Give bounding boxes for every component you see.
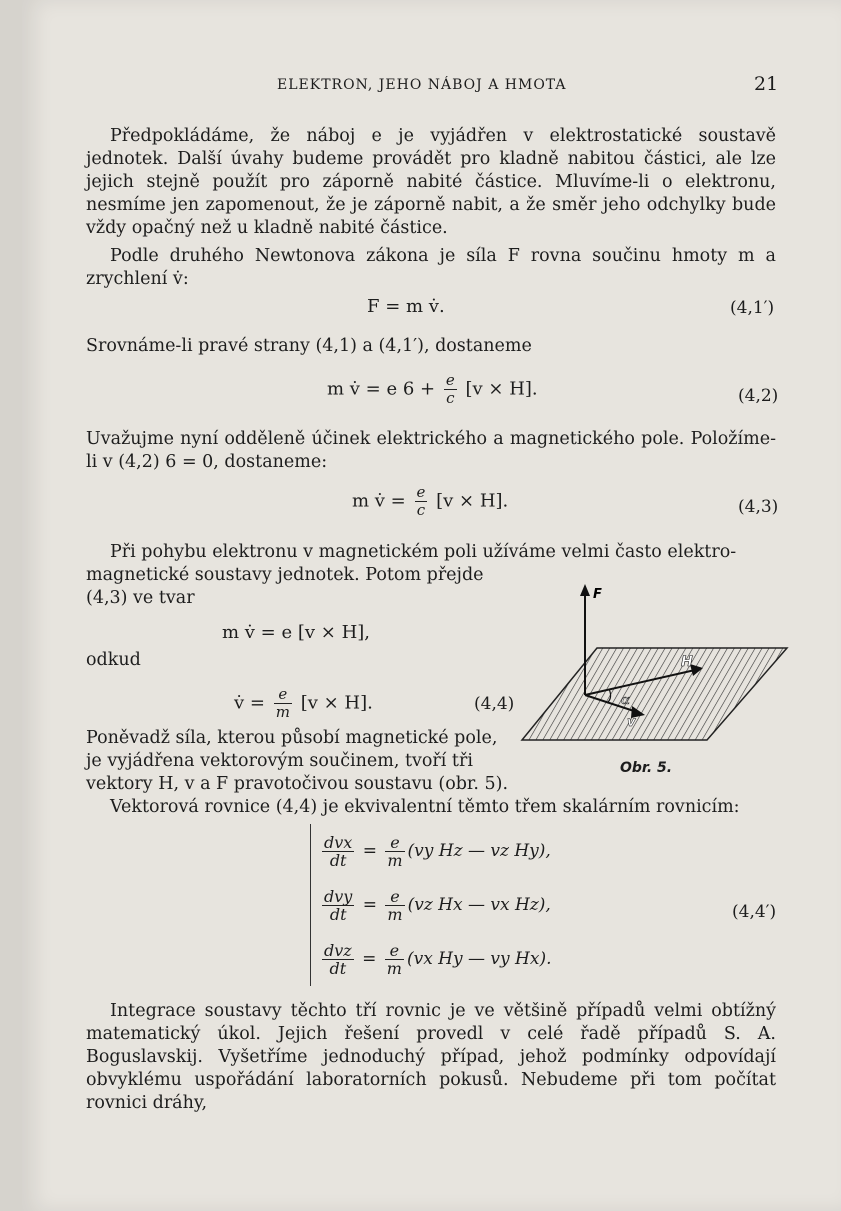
eq-lhs: m v̇ = e 6 + — [327, 378, 436, 400]
paragraph-6-line-2: je vyjádřena vektorovým součinem, tvoří tři — [86, 751, 473, 771]
label-f: F — [593, 587, 602, 602]
eq-rhs: [v × H]. — [300, 692, 373, 714]
derivative-fraction — [322, 888, 354, 923]
label-h: H — [681, 654, 693, 670]
figure-caption: Obr. 5. — [620, 760, 673, 776]
paragraph-2: Podle druhého Newtonova zákona je síla F rovna součinu hmoty m a zrychlení v̇: — [86, 246, 776, 289]
equation-4-2 — [327, 372, 538, 407]
paragraph-4: Uvažujme nyní odděleně účinek elektrického a magnetického pole. Položíme-li v (4,2) 6 = 0, dostaneme: — [86, 429, 776, 472]
plane-shape — [522, 648, 787, 740]
label-alpha: α — [621, 693, 630, 708]
paragraph-5-line-1: Při pohybu elektronu v magnetickém poli užíváme velmi často elektro- — [110, 542, 737, 562]
fraction-e-over-m — [385, 834, 404, 869]
paragraph-1: Předpokládáme, že náboj e je vyjádřen v elektrostatické soustavě jednotek. Další úvahy budeme provádět pro kladně nabitou částici, ale lze jejich stejně použít pro záporně nabité částice. Mluvíme-li o elektronu, nesmíme jen zapomenout, že je záporně nabit, a že směr jeho odchylky bude vždy opačný než u kladně nabité částice. — [86, 126, 776, 238]
derivative-denominator: dt — [329, 958, 347, 978]
derivative-numerator: dvz — [324, 940, 352, 960]
derivative-denominator: dt — [329, 850, 347, 870]
eq-rhs: (vx Hy — vy Hx). — [406, 949, 552, 969]
page-number: 21 — [754, 73, 779, 95]
eq-rhs: [v × H]. — [465, 378, 538, 400]
equation-row-x — [319, 824, 551, 878]
fraction-denominator: c — [416, 501, 426, 519]
derivative-numerator: dvx — [324, 832, 353, 852]
fraction-numerator: e — [385, 888, 404, 906]
equation-4-3 — [352, 484, 508, 519]
derivative-fraction — [322, 942, 354, 977]
label-v: v — [627, 715, 636, 730]
fraction-numerator: e — [385, 942, 404, 960]
paragraph-6-line-1: Poněvadž síla, kterou působí magnetické pole, — [86, 728, 498, 748]
fraction-e-over-m — [385, 942, 404, 977]
eq-lhs: m v̇ = — [352, 490, 406, 512]
eq-rhs: (vy Hz — vz Hy), — [407, 841, 551, 861]
fraction-denominator: m — [387, 904, 403, 924]
equation-4-3-emu: m v̇ = e [v × H], — [222, 622, 371, 643]
fraction-e-over-m — [385, 888, 404, 923]
fraction-numerator: e — [445, 371, 455, 389]
fraction-numerator: e — [416, 483, 426, 501]
fraction-numerator: e — [385, 834, 404, 852]
equation-row-y — [319, 878, 551, 932]
equation-number-4-1-prime: (4,1′) — [730, 298, 775, 318]
equation-number-4-4: (4,4) — [474, 694, 515, 714]
equation-4-1-prime: F = m v̇. — [367, 296, 445, 317]
derivative-denominator: dt — [329, 904, 347, 924]
force-arrowhead — [580, 584, 590, 596]
paragraph-3: Srovnáme-li pravé strany (4,1) a (4,1′), dostaneme — [86, 336, 532, 356]
equation-row-z — [319, 932, 551, 986]
fraction-numerator: e — [274, 686, 292, 704]
paragraph-8: Integrace soustavy těchto tří rovnic je ve většině případů velmi obtížný matematický úkol. Jejich řešení provedl v celé řadě případů S. A. Boguslavskij. Vyšetříme jednoduchý případ, jehož podmínky odpovídají obvyklému uspořádání laboratorních pokusů. Nebudeme při tom počítat rovnici dráhy, — [86, 1001, 776, 1113]
paragraph-5-line-3: (4,3) ve tvar — [86, 588, 195, 608]
equation-number-4-4-prime: (4,4′) — [732, 902, 777, 922]
book-page — [22, 0, 841, 1211]
paragraph-5-line-2: magnetické soustavy jednotek. Potom přejde — [86, 565, 484, 585]
fraction-e-over-c — [415, 484, 428, 519]
fraction-denominator: m — [386, 958, 402, 978]
equals-sign: = — [357, 895, 383, 915]
fraction-denominator: m — [275, 703, 290, 721]
running-header: ELEKTRON, JEHO NÁBOJ A HMOTA — [277, 77, 567, 93]
eq-lhs: v̇ = — [234, 692, 265, 714]
fraction-denominator: c — [446, 389, 455, 407]
word-odkud: odkud — [86, 650, 141, 670]
equation-4-4 — [234, 686, 373, 721]
equation-system-4-4-prime — [310, 824, 551, 986]
equation-number-4-2: (4,2) — [738, 386, 779, 406]
eq-rhs: [v × H]. — [436, 490, 509, 512]
paragraph-7: Vektorová rovnice (4,4) je ekvivalentní těmto třem skalárním rovnicím: — [110, 797, 740, 817]
equals-sign: = — [356, 949, 382, 969]
fraction-e-over-m — [274, 686, 292, 721]
eq-rhs: (vz Hx — vx Hz), — [407, 895, 551, 915]
fraction-denominator: m — [387, 850, 403, 870]
fraction-e-over-c — [444, 372, 457, 407]
figure-5-diagram — [517, 580, 792, 780]
paragraph-6-line-3: vektory H, v a F pravotočivou soustavu (obr. 5). — [86, 774, 509, 794]
derivative-numerator: dvy — [324, 886, 353, 906]
derivative-fraction — [322, 834, 354, 869]
equation-number-4-3: (4,3) — [738, 497, 779, 517]
equals-sign: = — [357, 841, 383, 861]
